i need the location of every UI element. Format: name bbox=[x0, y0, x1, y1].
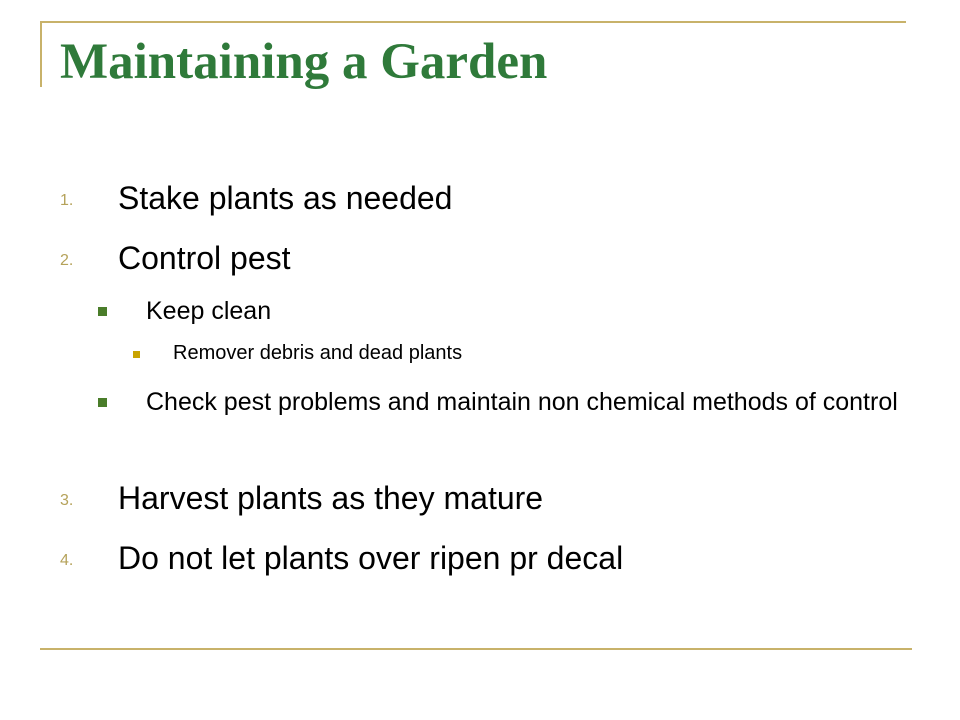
sub-sub-list-item: Remover debris and dead plants bbox=[173, 342, 463, 364]
item-number: 3. bbox=[60, 492, 74, 509]
sub-list-item: Check pest problems and maintain non chemical methods of control bbox=[146, 388, 898, 416]
list-item: Do not let plants over ripen pr decal bbox=[118, 540, 624, 576]
slide-title: Maintaining a Garden bbox=[60, 34, 548, 90]
item-number: 4. bbox=[60, 552, 74, 569]
square-bullet-icon bbox=[98, 307, 107, 316]
item-number: 1. bbox=[60, 192, 74, 209]
bottom-accent-rule bbox=[40, 648, 912, 650]
item-number: 2. bbox=[60, 252, 74, 269]
square-bullet-icon bbox=[98, 398, 107, 407]
list-item: Harvest plants as they mature bbox=[118, 480, 544, 516]
sub-list-item: Keep clean bbox=[146, 297, 272, 325]
square-bullet-icon bbox=[133, 351, 140, 358]
list-item: Control pest bbox=[118, 240, 291, 276]
list-item: Stake plants as needed bbox=[118, 180, 453, 216]
